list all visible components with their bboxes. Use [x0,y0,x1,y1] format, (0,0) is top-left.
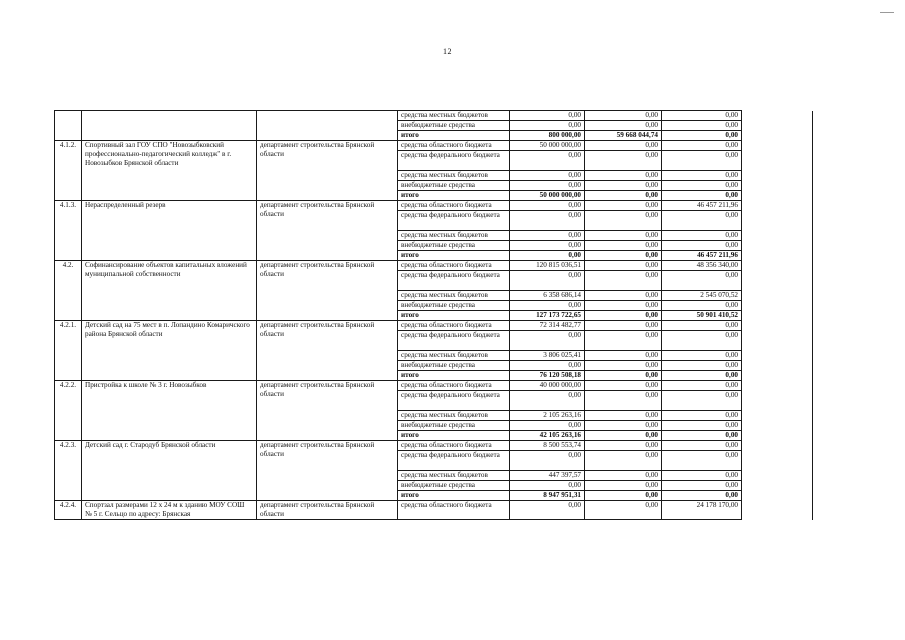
funding-source-cell: итого [398,251,510,261]
amount-year-2-cell: 0,00 [585,231,662,241]
funding-source-cell: итого [398,191,510,201]
amount-year-3-cell: 0,00 [662,381,742,391]
funding-source-cell: средства федерального бюджета [398,331,510,351]
empty-trailing-cell [742,231,813,241]
amount-year-3-cell: 0,00 [662,481,742,491]
amount-year-3-cell: 0,00 [662,301,742,311]
amount-year-2-cell: 0,00 [585,201,662,211]
amount-year-2-cell: 0,00 [585,261,662,271]
amount-year-3-cell: 0,00 [662,121,742,131]
amount-year-2-cell: 0,00 [585,441,662,451]
amount-year-3-cell: 0,00 [662,131,742,141]
funding-source-cell: внебюджетные средства [398,421,510,431]
amount-year-3-cell: 0,00 [662,371,742,381]
empty-trailing-cell [742,441,813,451]
empty-trailing-cell [742,111,813,121]
department-cell: департамент строительства Брянской области [257,501,398,520]
item-number-cell: 4.1.2. [55,141,82,201]
amount-year-2-cell: 0,00 [585,171,662,181]
amount-year-2-cell: 0,00 [585,181,662,191]
empty-trailing-cell [742,431,813,441]
table-body [55,111,813,520]
empty-name-cell [82,111,257,141]
amount-year-3-cell: 46 457 211,96 [662,201,742,211]
empty-trailing-cell [742,121,813,131]
amount-year-1-cell: 120 815 036,51 [510,261,585,271]
amount-year-2-cell: 0,00 [585,421,662,431]
department-cell: департамент строительства Брянской области [257,321,398,381]
amount-year-1-cell: 0,00 [510,211,585,231]
amount-year-2-cell: 0,00 [585,111,662,121]
table-row [55,381,813,391]
amount-year-2-cell: 0,00 [585,331,662,351]
funding-source-cell: итого [398,431,510,441]
amount-year-1-cell: 0,00 [510,181,585,191]
object-name-cell: Спортивный зал ГОУ СПО "Новозыбковский профессионально-педагогический колледж" в г. Новозыбков Брянской области [82,141,257,201]
item-number-cell: 4.2. [55,261,82,321]
amount-year-1-cell: 0,00 [510,251,585,261]
amount-year-2-cell: 0,00 [585,191,662,201]
amount-year-2-cell: 0,00 [585,501,662,520]
amount-year-2-cell: 0,00 [585,431,662,441]
empty-trailing-cell [742,451,813,471]
empty-trailing-cell [742,301,813,311]
amount-year-1-cell: 0,00 [510,331,585,351]
amount-year-1-cell: 42 105 263,16 [510,431,585,441]
amount-year-1-cell: 50 000 000,00 [510,191,585,201]
empty-trailing-cell [742,201,813,211]
table-row [55,141,813,151]
empty-trailing-cell [742,411,813,421]
amount-year-3-cell: 24 178 170,00 [662,501,742,520]
empty-trailing-cell [742,351,813,361]
amount-year-1-cell: 0,00 [510,391,585,411]
empty-trailing-cell [742,191,813,201]
amount-year-2-cell: 0,00 [585,321,662,331]
amount-year-3-cell: 0,00 [662,351,742,361]
funding-source-cell: внебюджетные средства [398,181,510,191]
amount-year-3-cell: 0,00 [662,491,742,501]
amount-year-2-cell: 0,00 [585,311,662,321]
funding-source-cell: средства местных бюджетов [398,291,510,301]
item-number-cell: 4.2.3. [55,441,82,501]
amount-year-3-cell: 2 545 070,52 [662,291,742,301]
amount-year-1-cell: 0,00 [510,301,585,311]
amount-year-2-cell: 0,00 [585,411,662,421]
amount-year-1-cell: 50 000 000,00 [510,141,585,151]
empty-trailing-cell [742,331,813,351]
amount-year-1-cell: 8 500 553,74 [510,441,585,451]
amount-year-2-cell: 0,00 [585,121,662,131]
department-cell: департамент строительства Брянской области [257,141,398,201]
funding-source-cell: средства областного бюджета [398,141,510,151]
funding-source-cell: внебюджетные средства [398,481,510,491]
amount-year-2-cell: 0,00 [585,241,662,251]
scan-artifact [880,12,894,13]
amount-year-1-cell: 447 397,57 [510,471,585,481]
amount-year-2-cell: 0,00 [585,151,662,171]
amount-year-1-cell: 3 806 025,41 [510,351,585,361]
amount-year-1-cell: 0,00 [510,451,585,471]
empty-trailing-cell [742,321,813,331]
amount-year-3-cell: 0,00 [662,181,742,191]
table-row [55,321,813,331]
amount-year-2-cell: 0,00 [585,251,662,261]
amount-year-2-cell: 0,00 [585,491,662,501]
amount-year-1-cell: 76 120 508,18 [510,371,585,381]
amount-year-2-cell: 0,00 [585,381,662,391]
funding-source-cell: средства областного бюджета [398,321,510,331]
empty-trailing-cell [742,211,813,231]
amount-year-3-cell: 0,00 [662,471,742,481]
amount-year-1-cell: 6 358 686,14 [510,291,585,301]
amount-year-3-cell: 0,00 [662,241,742,251]
item-number-cell: 4.1.3. [55,201,82,261]
empty-trailing-cell [742,371,813,381]
empty-trailing-cell [742,491,813,501]
amount-year-1-cell: 0,00 [510,231,585,241]
amount-year-2-cell: 0,00 [585,481,662,491]
object-name-cell: Пристройка к школе № 3 г. Новозыбков [82,381,257,441]
empty-trailing-cell [742,471,813,481]
empty-trailing-cell [742,391,813,411]
funding-source-cell: средства областного бюджета [398,201,510,211]
object-name-cell: Спортзал размерами 12 х 24 м к зданию МОУ СОШ № 5 г. Сельцо по адресу: Брянская [82,501,257,520]
amount-year-3-cell: 0,00 [662,321,742,331]
funding-source-cell: средства федерального бюджета [398,451,510,471]
empty-trailing-cell [742,241,813,251]
amount-year-3-cell: 0,00 [662,391,742,411]
amount-year-1-cell: 8 947 951,31 [510,491,585,501]
empty-trailing-cell [742,481,813,491]
amount-year-2-cell: 0,00 [585,211,662,231]
amount-year-1-cell: 0,00 [510,201,585,211]
amount-year-2-cell: 0,00 [585,471,662,481]
amount-year-2-cell: 0,00 [585,451,662,471]
funding-source-cell: итого [398,491,510,501]
empty-trailing-cell [742,271,813,291]
empty-trailing-cell [742,181,813,191]
funding-source-cell: средства областного бюджета [398,261,510,271]
amount-year-1-cell: 0,00 [510,111,585,121]
amount-year-3-cell: 0,00 [662,411,742,421]
empty-trailing-cell [742,291,813,301]
amount-year-3-cell: 0,00 [662,271,742,291]
amount-year-1-cell: 0,00 [510,241,585,251]
amount-year-1-cell: 0,00 [510,481,585,491]
funding-source-cell: средства областного бюджета [398,441,510,451]
empty-idx-cell [55,111,82,141]
amount-year-3-cell: 0,00 [662,191,742,201]
amount-year-2-cell: 0,00 [585,141,662,151]
object-name-cell: Детский сад на 75 мест в п. Лопандино Комаричского района Брянской области [82,321,257,381]
amount-year-1-cell: 0,00 [510,501,585,520]
amount-year-3-cell: 0,00 [662,441,742,451]
empty-trailing-cell [742,501,813,520]
empty-trailing-cell [742,361,813,371]
amount-year-3-cell: 0,00 [662,151,742,171]
funding-source-cell: средства федерального бюджета [398,271,510,291]
funding-source-cell: средства местных бюджетов [398,111,510,121]
empty-trailing-cell [742,311,813,321]
empty-dept-cell [257,111,398,141]
amount-year-3-cell: 0,00 [662,211,742,231]
funding-source-cell: средства местных бюджетов [398,351,510,361]
object-name-cell: Софинансирование объектов капитальных вложений муниципальной собственности [82,261,257,321]
empty-trailing-cell [742,261,813,271]
funding-source-cell: итого [398,371,510,381]
amount-year-2-cell: 59 668 044,74 [585,131,662,141]
amount-year-1-cell: 0,00 [510,121,585,131]
amount-year-3-cell: 0,00 [662,111,742,121]
funding-source-cell: средства местных бюджетов [398,471,510,481]
amount-year-3-cell: 0,00 [662,171,742,181]
amount-year-2-cell: 0,00 [585,301,662,311]
amount-year-3-cell: 0,00 [662,421,742,431]
empty-trailing-cell [742,131,813,141]
amount-year-3-cell: 0,00 [662,141,742,151]
amount-year-2-cell: 0,00 [585,351,662,361]
table-row [55,501,813,520]
empty-trailing-cell [742,421,813,431]
funding-source-cell: итого [398,311,510,321]
table-row [55,261,813,271]
empty-trailing-cell [742,141,813,151]
amount-year-1-cell: 0,00 [510,151,585,171]
amount-year-3-cell: 0,00 [662,231,742,241]
empty-trailing-cell [742,171,813,181]
empty-trailing-cell [742,381,813,391]
funding-source-cell: средства областного бюджета [398,381,510,391]
amount-year-1-cell: 0,00 [510,421,585,431]
amount-year-1-cell: 72 314 482,77 [510,321,585,331]
amount-year-3-cell: 46 457 211,96 [662,251,742,261]
funding-source-cell: средства федерального бюджета [398,151,510,171]
amount-year-1-cell: 0,00 [510,361,585,371]
empty-trailing-cell [742,151,813,171]
amount-year-1-cell: 0,00 [510,171,585,181]
amount-year-1-cell: 0,00 [510,271,585,291]
empty-trailing-cell [742,251,813,261]
funding-source-cell: внебюджетные средства [398,121,510,131]
funding-source-cell: внебюджетные средства [398,361,510,371]
amount-year-1-cell: 800 000,00 [510,131,585,141]
amount-year-3-cell: 48 356 340,00 [662,261,742,271]
amount-year-2-cell: 0,00 [585,291,662,301]
funding-source-cell: средства областного бюджета [398,501,510,520]
budget-table [54,110,813,520]
funding-source-cell: внебюджетные средства [398,301,510,311]
funding-source-cell: внебюджетные средства [398,241,510,251]
department-cell: департамент строительства Брянской области [257,261,398,321]
amount-year-3-cell: 50 901 410,52 [662,311,742,321]
table-row [55,441,813,451]
department-cell: департамент строительства Брянской области [257,441,398,501]
object-name-cell: Детский сад г. Стародуб Брянской области [82,441,257,501]
amount-year-2-cell: 0,00 [585,361,662,371]
funding-source-cell: средства федерального бюджета [398,211,510,231]
table-row [55,201,813,211]
item-number-cell: 4.2.4. [55,501,82,520]
object-name-cell: Нераспределенный резерв [82,201,257,261]
funding-source-cell: итого [398,131,510,141]
amount-year-3-cell: 0,00 [662,331,742,351]
amount-year-1-cell: 127 173 722,65 [510,311,585,321]
amount-year-2-cell: 0,00 [585,271,662,291]
amount-year-3-cell: 0,00 [662,451,742,471]
department-cell: департамент строительства Брянской области [257,201,398,261]
amount-year-2-cell: 0,00 [585,391,662,411]
funding-source-cell: средства местных бюджетов [398,411,510,421]
amount-year-1-cell: 2 105 263,16 [510,411,585,421]
page-number: 12 [443,47,452,56]
amount-year-2-cell: 0,00 [585,371,662,381]
table-row [55,111,813,121]
funding-source-cell: средства федерального бюджета [398,391,510,411]
department-cell: департамент строительства Брянской области [257,381,398,441]
amount-year-1-cell: 40 000 000,00 [510,381,585,391]
funding-source-cell: средства местных бюджетов [398,231,510,241]
amount-year-3-cell: 0,00 [662,361,742,371]
item-number-cell: 4.2.2. [55,381,82,441]
amount-year-3-cell: 0,00 [662,431,742,441]
item-number-cell: 4.2.1. [55,321,82,381]
funding-source-cell: средства местных бюджетов [398,171,510,181]
